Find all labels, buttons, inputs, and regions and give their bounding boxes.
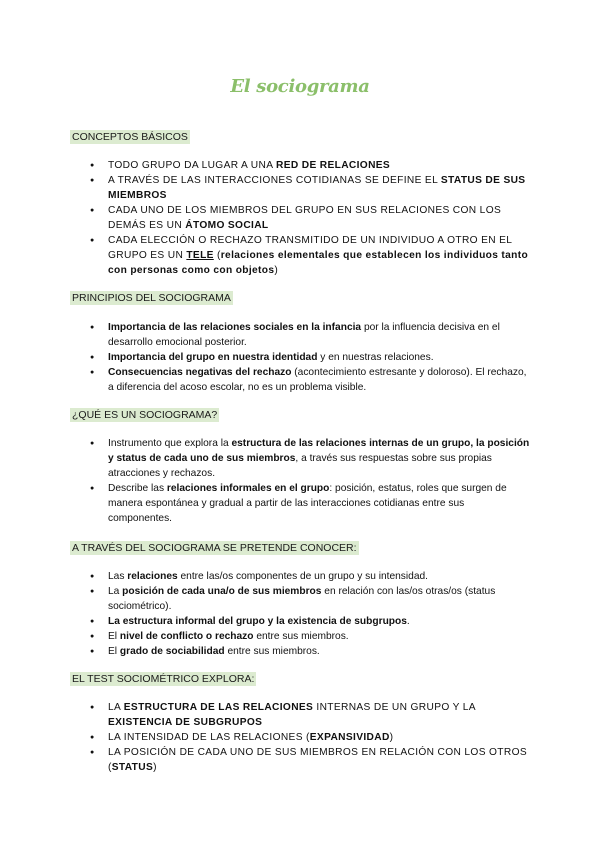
list-item: ● Consecuencias negativas del rechazo (acontecimiento estresante y doloroso). El rechazo, a diferencia del acoso escolar, no es un problema visible. — [90, 365, 530, 395]
list-item: ● Importancia del grupo en nuestra identidad y en nuestras relaciones. — [90, 350, 530, 365]
list-item: ● CADA UNO DE LOS MIEMBROS DEL GRUPO EN SUS RELACIONES CON LOS DEMÁS ES UN ÁTOMO SOCIAL — [90, 203, 530, 233]
list-item: ● La estructura informal del grupo y la existencia de subgrupos. — [90, 614, 530, 629]
list-principios — [90, 320, 530, 395]
list-item: ● Importancia de las relaciones sociales en la infancia por la influencia decisiva en el desarrollo emocional posterior. — [90, 320, 530, 350]
list-item: ● El grado de sociabilidad entre sus miembros. — [90, 644, 530, 659]
list-item: ● Instrumento que explora la estructura de las relaciones internas de un grupo, la posición y status de cada uno de sus miembros, a través sus respuestas sobre sus propias atracciones y rechazos. — [90, 436, 530, 481]
list-item: ● TODO GRUPO DA LUGAR A UNA RED DE RELACIONES — [90, 158, 530, 173]
section-heading-conceptos: CONCEPTOS BÁSICOS — [72, 131, 188, 143]
list-item: ● LA POSICIÓN DE CADA UNO DE SUS MIEMBROS EN RELACIÓN CON LOS OTROS (STATUS) — [90, 745, 530, 775]
list-conceptos — [90, 158, 530, 278]
list-item: ● Las relaciones entre las/os componentes de un grupo y su intensidad. — [90, 569, 530, 584]
section-heading-principios: PRINCIPIOS DEL SOCIOGRAMA — [72, 292, 231, 304]
list-que-es — [90, 436, 530, 526]
section-heading-que-es: ¿QUÉ ES UN SOCIOGRAMA? — [72, 409, 218, 421]
list-item: ● LA INTENSIDAD DE LAS RELACIONES (EXPANSIVIDAD) — [90, 730, 530, 745]
document-title: El sociograma — [230, 76, 370, 97]
list-item: ● Describe las relaciones informales en el grupo: posición, estatus, roles que surgen de manera espontánea y gradual a partir de las interacciones cotidianas entre sus componentes. — [90, 481, 530, 526]
list-item: ● A TRAVÉS DE LAS INTERACCIONES COTIDIANAS SE DEFINE EL STATUS DE SUS MIEMBROS — [90, 173, 530, 203]
list-item: ● CADA ELECCIÓN O RECHAZO TRANSMITIDO DE UN INDIVIDUO A OTRO EN EL GRUPO ES UN TELE (relaciones elementales que establecen los individuos tanto con personas como con objetos) — [90, 233, 530, 278]
section-heading-pretende-conocer: A TRAVÉS DEL SOCIOGRAMA SE PRETENDE CONOCER: — [72, 542, 357, 554]
list-test-sociometrico — [90, 700, 530, 775]
list-item: ● El nivel de conflicto o rechazo entre sus miembros. — [90, 629, 530, 644]
list-item: ● LA ESTRUCTURA DE LAS RELACIONES INTERNAS DE UN GRUPO Y LA EXISTENCIA DE SUBGRUPOS — [90, 700, 530, 730]
section-heading-test-sociometrico: EL TEST SOCIOMÉTRICO EXPLORA: — [72, 673, 255, 685]
list-item: ● La posición de cada una/o de sus miembros en relación con las/os otras/os (status sociométrico). — [90, 584, 530, 614]
list-pretende-conocer — [90, 569, 530, 659]
